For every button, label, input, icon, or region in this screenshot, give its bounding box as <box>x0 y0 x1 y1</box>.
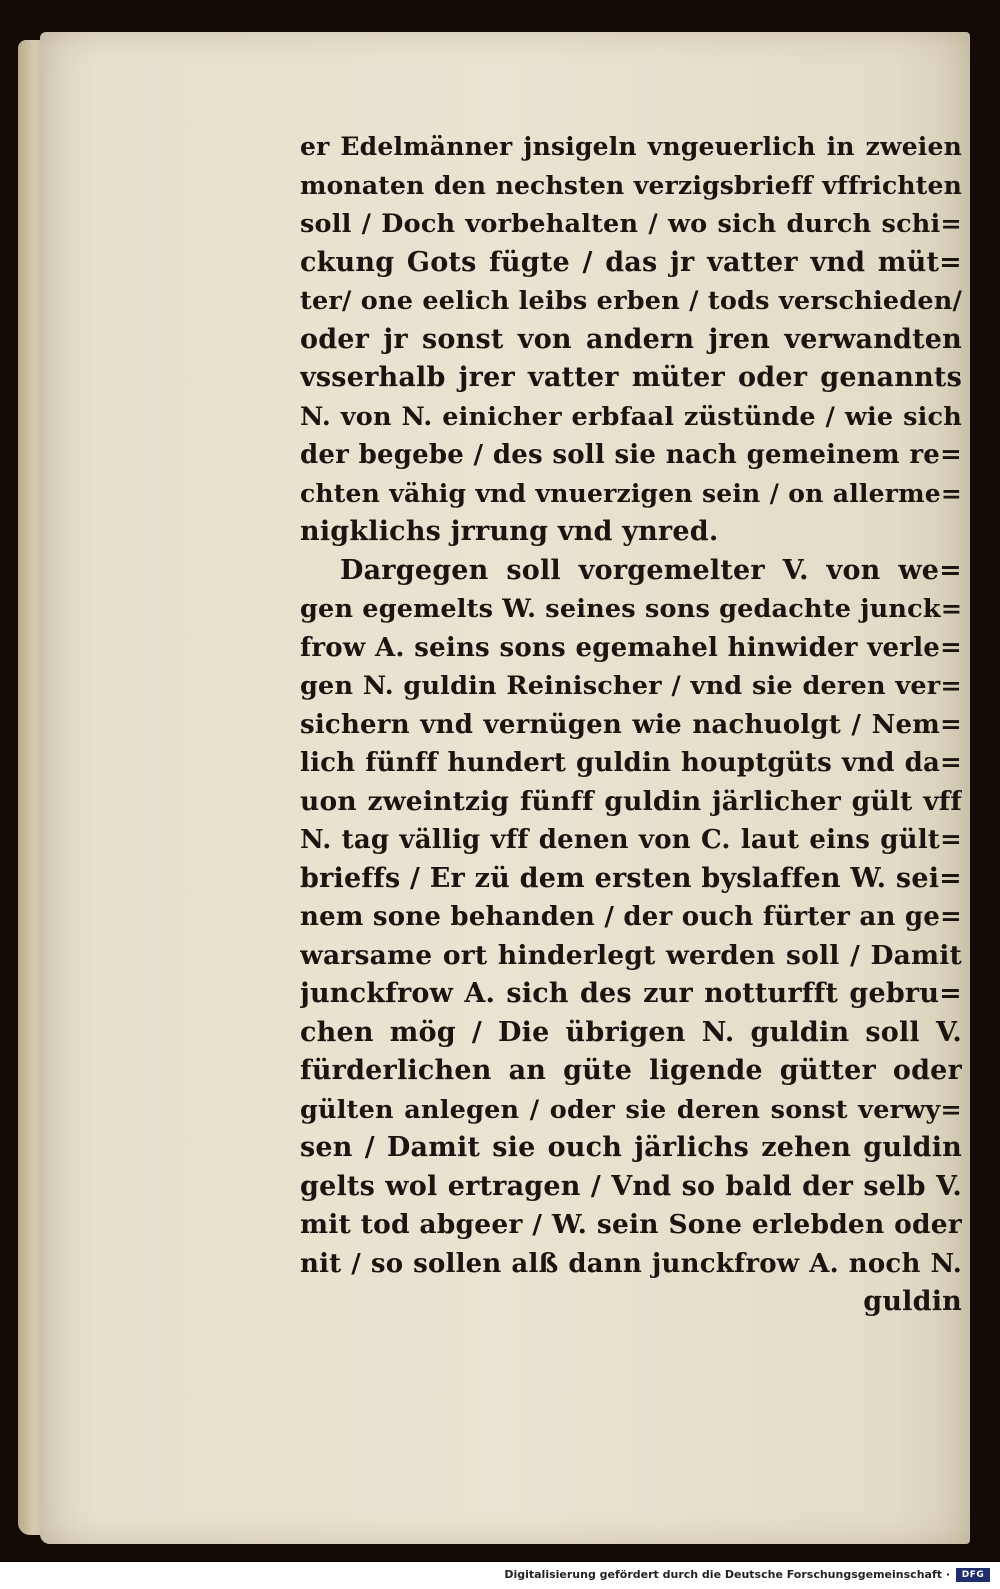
text-line: nigklichs jrrung vnd ynred. <box>300 516 719 547</box>
text-line-paragraph-start: Dargegen soll vorgemelter V. von we= <box>340 554 962 586</box>
text-line: der begebe / des soll sie nach gemeinem re= <box>300 440 962 470</box>
text-line: fürderlichen an güte ligende gütter oder <box>300 1055 962 1086</box>
text-line: gülten anlegen / oder sie deren sonst verwy= <box>300 1094 962 1125</box>
text-line: soll / Doch vorbehalten / wo sich durch schi= <box>300 209 962 239</box>
dfg-logo: DFG <box>956 1568 990 1582</box>
text-line: oder jr sonst von andern jren verwandten <box>300 323 962 355</box>
text-line: vsserhalb jrer vatter müter oder genannts <box>300 362 962 393</box>
text-line: warsame ort hinderlegt werden soll / Damit <box>300 939 962 971</box>
text-line: frow A. seins sons egemahel hinwider verle= <box>300 632 962 663</box>
text-line: sen / Damit sie ouch järlichs zehen guldin <box>300 1132 962 1163</box>
text-line: sichern vnd vernügen wie nachuolgt / Nem= <box>300 709 962 740</box>
text-line: gen egemelts W. seines sons gedachte junck= <box>300 594 962 624</box>
catchword: guldin <box>863 1286 962 1317</box>
text-line: gelts wol ertragen / Vnd so bald der selb V. <box>300 1170 962 1202</box>
text-line: uon zweintzig fünff guldin järlicher gült vff <box>300 785 962 817</box>
text-line: monaten den nechsten verzigsbrieff vffrichten <box>300 170 962 200</box>
text-line: ckung Gots fügte / das jr vatter vnd müt= <box>300 246 962 278</box>
text-line: chten vähig vnd vnuerzigen sein / on allermе= <box>300 478 962 508</box>
text-line: N. von N. einicher erbfaal züstünde / wie sich <box>300 401 962 432</box>
text-line: nem sone behanden / der ouch fürter an ge= <box>300 902 962 932</box>
funding-credit: Digitalisierung gefördert durch die Deutsche Forschungsgemeinschaft · <box>504 1568 950 1581</box>
text-line: ter/ one eelich leibs erben / tods verschieden/ <box>300 286 962 316</box>
text-line: chen mög / Die übrigen N. guldin soll V. <box>300 1016 962 1048</box>
text-line: junckfrow A. sich des zur notturfft gebru= <box>300 978 962 1009</box>
text-line: mit tod abgeer / W. sein Sone erlebden oder <box>300 1209 962 1240</box>
text-line: brieffs / Er zü dem ersten byslaffen W. sei= <box>300 862 962 894</box>
text-line: lich fünff hundert guldin houptgüts vnd da= <box>300 748 962 778</box>
footer-bar <box>0 1562 1000 1589</box>
text-line: er Edelmänner jnsigeln vngeuerlich in zweien <box>300 132 962 161</box>
text-line: N. tag vällig vff denen von C. laut eins gült= <box>300 825 962 855</box>
text-line: nit / so sollen alß dann junckfrow A. noch N. <box>300 1248 962 1279</box>
text-line: gen N. guldin Reinischer / vnd sie deren ver= <box>300 671 962 701</box>
page-text-block <box>300 128 962 1322</box>
